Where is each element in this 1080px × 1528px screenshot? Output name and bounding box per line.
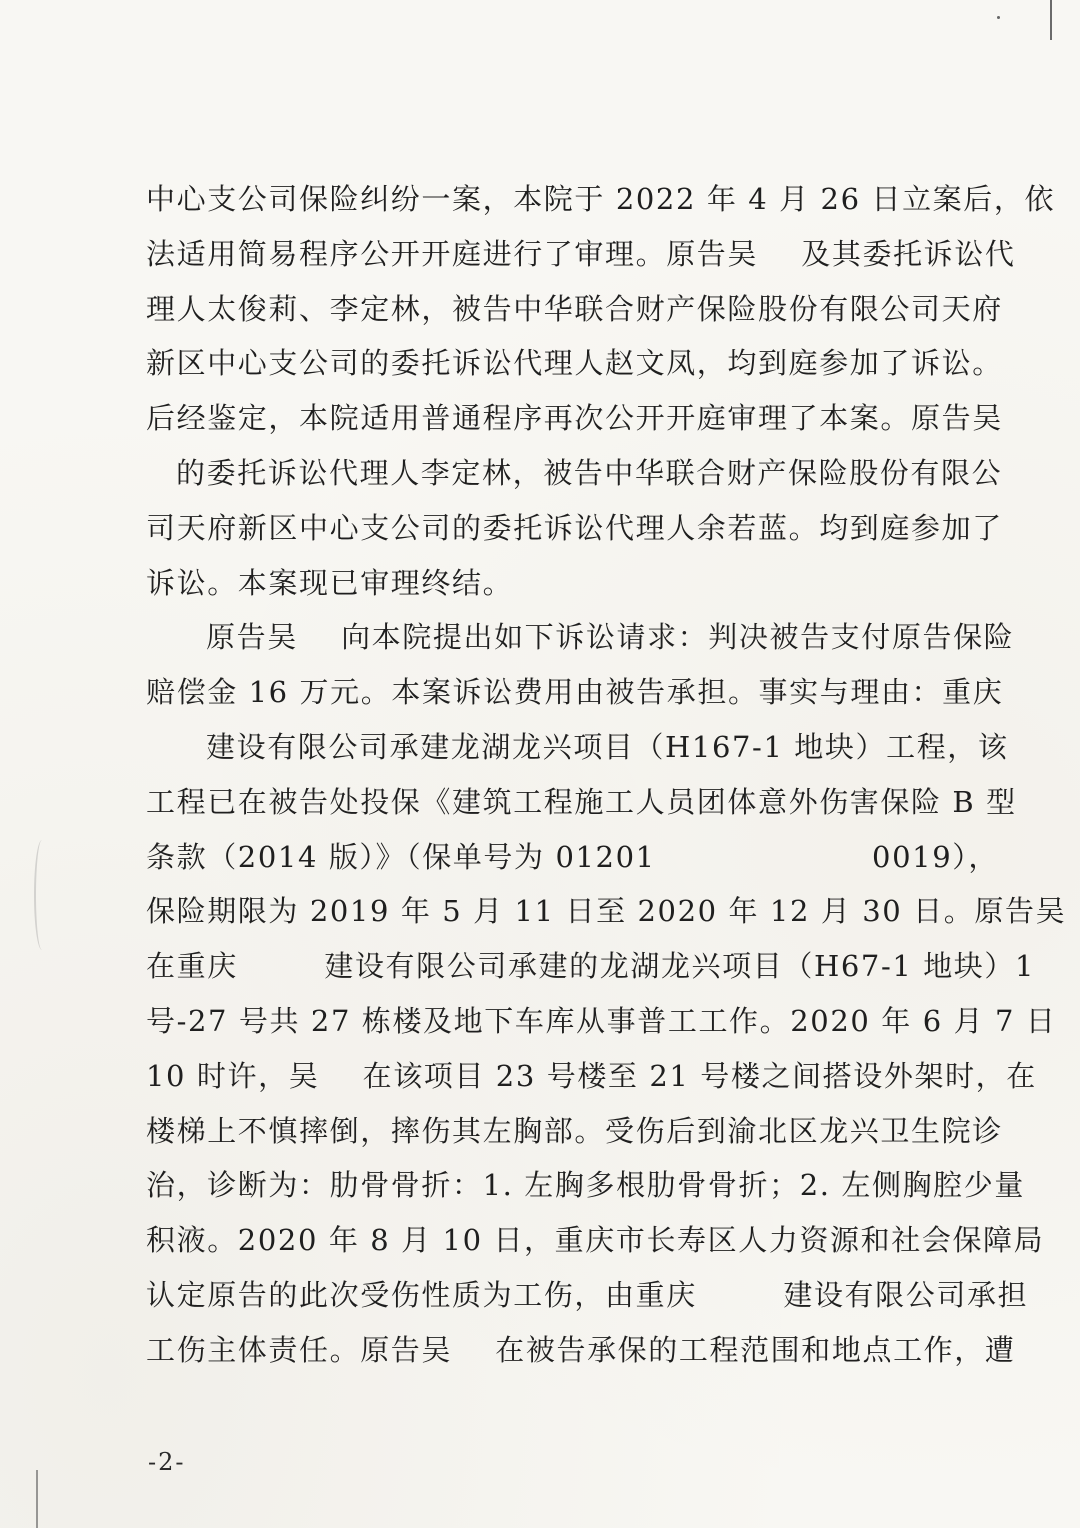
text-line: 赔偿金 16 万元。本案诉讼费用由被告承担。事实与理由：重庆 — [146, 675, 1004, 710]
scan-edge-mark-bottom — [36, 1470, 38, 1528]
text-line: 工程已在被告处投保《建筑工程施工人员团体意外伤害保险 B 型 — [146, 784, 1017, 819]
text-line: 后经鉴定，本院适用普通程序再次公开开庭审理了本案。原告吴 — [146, 401, 1003, 436]
text-line: 认定原告的此次受伤性质为工伤，由重庆 建设有限公司承担 — [146, 1277, 1029, 1312]
text-line: 条款（2014 版）》（保单号为 01201 0019）， — [146, 839, 999, 874]
text-line: 在重庆 建设有限公司承建的龙湖龙兴项目（H67-1 地块）1 — [146, 949, 1036, 984]
page-number: -2- — [148, 1448, 186, 1476]
text-line: 司天府新区中心支公司的委托诉讼代理人余若蓝。均到庭参加了 — [146, 510, 1003, 545]
text-line: 楼梯上不慎摔倒，摔伤其左胸部。受伤后到渝北区龙兴卫生院诊 — [146, 1113, 1003, 1148]
body-text — [146, 172, 1067, 1378]
text-line: 10 时许，吴 在该项目 23 号楼至 21 号楼之间搭设外架时，在 — [146, 1058, 1037, 1093]
text-line: 保险期限为 2019 年 5 月 11 日至 2020 年 12 月 30 日。原告吴 — [146, 894, 1067, 929]
text-line: 理人太俊莉、李定林，被告中华联合财产保险股份有限公司天府 — [146, 291, 1003, 326]
text-line: 积液。2020 年 8 月 10 日，重庆市长寿区人力资源和社会保障局 — [146, 1223, 1045, 1258]
text-line: 诉讼。本案现已审理终结。 — [146, 565, 514, 600]
text-line: 工伤主体责任。原告吴 在被告承保的工程范围和地点工作，遭 — [146, 1332, 1016, 1367]
scan-edge-mark — [1050, 0, 1052, 40]
text-line: 号-27 号共 27 栋楼及地下车库从事普工工作。2020 年 6 月 7 日 — [146, 1003, 1057, 1038]
text-line: 建设有限公司承建龙湖龙兴项目（H167-1 地块）工程，该 — [206, 729, 1009, 764]
scan-speck — [997, 16, 1000, 19]
text-line: 治，诊断为：肋骨骨折：1. 左胸多根肋骨骨折；2. 左侧胸腔少量 — [146, 1168, 1025, 1203]
text-line: 新区中心支公司的委托诉讼代理人赵文凤，均到庭参加了诉讼。 — [146, 346, 1003, 381]
text-line: 中心支公司保险纠纷一案，本院于 2022 年 4 月 26 日立案后，依 — [146, 182, 1056, 216]
text-line: 法适用简易程序公开开庭进行了审理。原告吴 及其委托诉讼代 — [146, 236, 1016, 271]
text-line: 的委托诉讼代理人李定林，被告中华联合财产保险股份有限公 — [176, 455, 1003, 490]
paragraph-start-line: 原告吴 向本院提出如下诉讼请求：判决被告支付原告保险 — [206, 620, 1015, 655]
scan-hole-shadow — [34, 840, 50, 950]
